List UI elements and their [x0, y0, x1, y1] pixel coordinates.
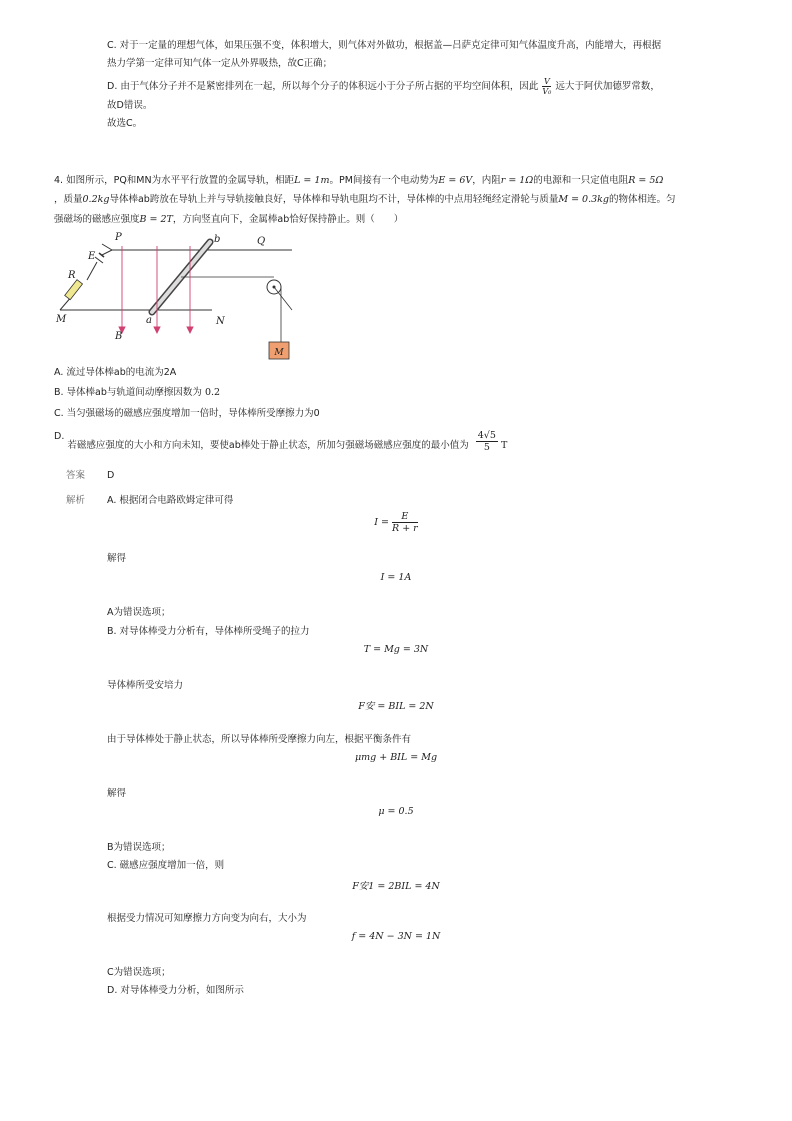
analysis-b-ampere: 导体棒所受安培力 [107, 680, 184, 691]
label-n: N [216, 316, 225, 327]
analysis-jiede-1: 解得 [107, 553, 127, 564]
prev-option-c-line2: 热力学第一定律可知气体一定从外界吸热，故C正确； [107, 58, 333, 69]
equation-friction: f = 4N − 3N = 1N [351, 931, 441, 942]
analysis-b-balance: 由于导体棒处于静止状态，所以导体棒所受摩擦力向左，根据平衡条件有 [107, 734, 412, 745]
analysis-b-conclusion: B为错误选项； [107, 842, 171, 853]
equation-balance: μmg + BIL = Mg [354, 752, 438, 763]
equation-current: I = $\frac{E}{R + r}$ [374, 511, 418, 534]
option-d-fraction: $\frac{4√5}{5}$ [477, 430, 496, 453]
label-e: E [88, 251, 96, 262]
resistor [65, 280, 83, 300]
answer-label: 答案 [66, 470, 86, 481]
prev-d-fraction: $\frac{V}{\text{V₀}}$ [542, 77, 552, 96]
question-line1: 4. 如图所示，PQ和MN为水平平行放置的金属导轨，相距L = 1m。PM间接有一个电动势为E = 6V，内阻r = 1Ω的电源和一只定值电阻R = 5Ω [54, 175, 664, 186]
analysis-c-conclusion: C为错误选项； [107, 967, 171, 978]
option-a: A. 流过导体棒ab的电流为2A [54, 367, 177, 378]
equation-double-force: F安1 = 2BIL = 4N [352, 881, 440, 892]
analysis-label: 解析 [66, 495, 86, 506]
question-line3: 强磁场的磁感应强度B = 2T，方向竖直向下，金属棒ab恰好保持静止。则（ ） [54, 214, 404, 225]
label-r: R [68, 270, 76, 281]
label-mass-box: M [274, 348, 284, 358]
prev-option-d-line1: D. 由于气体分子并不是紧密排列在一起，所以每个分子的体积远小于分子所占据的平均空间体积，因此 $\frac{V}{\text{V₀}}$ 远大于阿伏加德罗常数， [107, 77, 660, 96]
label-a: a [146, 315, 152, 326]
equation-tension: T = Mg = 3N [363, 644, 429, 655]
analysis-c-intro: C. 磁感应强度增加一倍，则 [107, 860, 225, 871]
circuit-figure [52, 230, 297, 363]
option-b: B. 导体棒ab与轨道间动摩擦因数为 0.2 [54, 387, 221, 398]
battery-plate-long [95, 257, 103, 263]
battery-plate-short [99, 253, 104, 257]
label-b: b [214, 234, 221, 245]
option-d: D. 若磁感应强度的大小和方向未知，要使ab棒处于静止状态，所加匀强磁场磁感应强度的最小值为 $\frac{4√5}{5}$ T [54, 430, 508, 453]
answer-value: D [107, 470, 115, 481]
option-c: C. 当匀强磁场的磁感应强度增加一倍时，导体棒所受摩擦力为0 [54, 408, 320, 419]
label-field-b: B [115, 331, 123, 342]
equation-mu: μ = 0.5 [378, 806, 414, 817]
prev-option-c-line1: C. 对于一定量的理想气体，如果压强不变，体积增大，则气体对外做功，根据盖—吕萨克定律可知气体温度升高，内能增大，再根据 [107, 40, 662, 51]
equation-ampere-force: F安 = BIL = 2N [358, 701, 434, 712]
analysis-d-intro: D. 对导体棒受力分析，如图所示 [107, 985, 244, 996]
label-q: Q [257, 236, 266, 247]
label-p: P [115, 232, 122, 243]
prev-option-d-line2: 故D错误。 [107, 100, 153, 111]
question-line2: ，质量0.2kg导体棒ab跨放在导轨上并与导轨接触良好，导体棒和导轨电阻均不计，导体棒的中点用轻绳经定滑轮与质量M = 0.3kg的物体相连。匀 [54, 194, 676, 205]
prev-conclusion: 故选C。 [107, 118, 143, 129]
analysis-a-intro: A. 根据闭合电路欧姆定律可得 [107, 495, 234, 506]
field-arrows [119, 246, 193, 333]
label-m: M [56, 314, 67, 325]
equation-current-result: I = 1A [380, 572, 412, 583]
analysis-c-friction: 根据受力情况可知摩擦力方向变为向右，大小为 [107, 913, 307, 924]
analysis-b-intro: B. 对导体棒受力分析有，导体棒所受绳子的拉力 [107, 626, 310, 637]
analysis-jiede-2: 解得 [107, 788, 127, 799]
analysis-a-conclusion: A为错误选项； [107, 607, 171, 618]
